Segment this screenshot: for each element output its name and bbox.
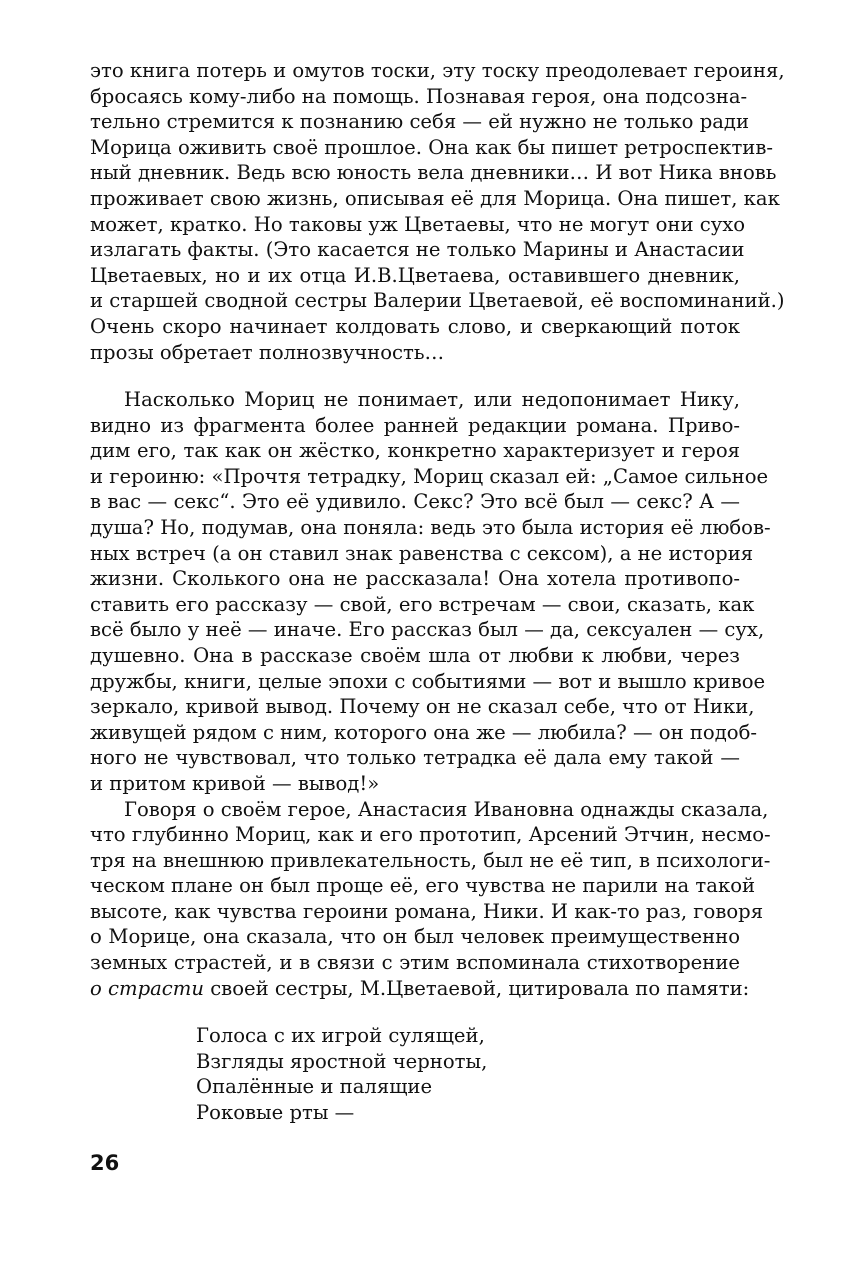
poem-line: Опалённые и палящие xyxy=(196,1075,433,1099)
text-line: это книга потерь и омутов тоски, эту тоску преодолевает героиня, xyxy=(90,59,785,82)
text-line: жизни. Сколького она не рассказала! Она хотела противопо- xyxy=(90,567,740,591)
text-line: проживает свою жизнь, описывая её для Морица. Она пишет, как xyxy=(90,186,780,210)
text-line xyxy=(90,976,750,1002)
page-number: 26 xyxy=(90,1151,120,1175)
text-line: в вас — секс“. Это её удивило. Секс? Это всё был — секс? А — xyxy=(90,490,740,514)
text-line: излагать факты. (Это касается не только Марины и Анастасии xyxy=(90,238,745,262)
text-line: зеркало, кривой вывод. Почему он не сказал себе, что от Ники, xyxy=(90,695,755,719)
text-line: Цветаевых, но и их отца И.В.Цветаева, оставившего дневник, xyxy=(90,263,740,287)
text-line: ческом плане он был проще её, его чувства не парили на такой xyxy=(90,874,756,898)
text-line: ных встреч (а он ставил знак равенства с сексом), а не история xyxy=(90,541,754,565)
text-line: что глубинно Мориц, как и его прототип, Арсений Этчин, несмо- xyxy=(90,823,771,847)
text-line: ставить его рассказу — свой, его встречам — свои, сказать, как xyxy=(90,592,755,616)
text-line: ный дневник. Ведь всю юность вела дневники… И вот Ника вновь xyxy=(90,161,777,185)
text-line: ного не чувствовал, что только тетрадка её дала ему такой — xyxy=(90,746,740,770)
text-line: Говоря о своём герое, Анастасия Ивановна однажды сказала, xyxy=(124,797,769,821)
text-line: Насколько Мориц не понимает, или недопонимает Нику, xyxy=(124,388,740,411)
text-line: душа? Но, подумав, она поняла: ведь это была история её любов- xyxy=(90,515,771,539)
text-line: о Морице, она сказала, что он был человек преимущественно xyxy=(90,925,740,949)
text-line: может, кратко. Но таковы уж Цветаевы, что не могут они сухо xyxy=(90,212,746,236)
text-line: Морица оживить своё прошлое. Она как бы пишет ретроспектив- xyxy=(90,135,774,159)
text-line: и героиню: «Прочтя тетрадку, Мориц сказал ей: „Самое сильное xyxy=(90,464,769,488)
text-line: и притом кривой — вывод!» xyxy=(90,771,380,795)
text-line: тельно стремится к познанию себя — ей нужно не только ради xyxy=(90,110,750,134)
text-line: живущей рядом с ним, которого она же — любила? — он подоб- xyxy=(90,720,758,744)
text-span: своей сестры, М.Цветаевой, цитировала по памяти: xyxy=(203,976,750,1000)
text-line: душевно. Она в рассказе своём шла от любви к любви, через xyxy=(90,643,740,667)
poem-quote xyxy=(196,1023,487,1125)
paragraph-2 xyxy=(90,387,771,1001)
paragraph-1 xyxy=(90,58,785,365)
italic-phrase: о страсти xyxy=(90,976,204,1000)
poem-line: Роковые рты — xyxy=(196,1100,355,1124)
text-line: прозы обретает полнозвучность… xyxy=(90,340,445,364)
text-line: тря на внешнюю привлекательность, был не её тип, в психологи- xyxy=(90,848,771,872)
text-line: бросаясь кому-либо на помощь. Познавая героя, она подсозна- xyxy=(90,84,748,108)
text-line: земных страстей, и в связи с этим вспоминала стихотворение xyxy=(90,951,740,975)
text-line: видно из фрагмента более ранней редакции романа. Приво- xyxy=(90,413,740,437)
text-line: дим его, так как он жёстко, конкретно характеризует и героя xyxy=(90,439,740,463)
text-line: высоте, как чувства героини романа, Ники. И как-то раз, говоря xyxy=(90,899,764,923)
text-line: Очень скоро начинает колдовать слово, и сверкающий поток xyxy=(90,314,740,338)
text-line: и старшей сводной сестры Валерии Цветаевой, её воспоминаний.) xyxy=(90,289,785,313)
text-line: дружбы, книги, целые эпохи с событиями — вот и вышло кривое xyxy=(90,669,766,693)
text-line: всё было у неё — иначе. Его рассказ был — да, сексуален — сух, xyxy=(90,618,765,642)
poem-line: Взгляды яростной черноты, xyxy=(196,1049,488,1073)
poem-line: Голоса с их игрой сулящей, xyxy=(196,1024,485,1047)
